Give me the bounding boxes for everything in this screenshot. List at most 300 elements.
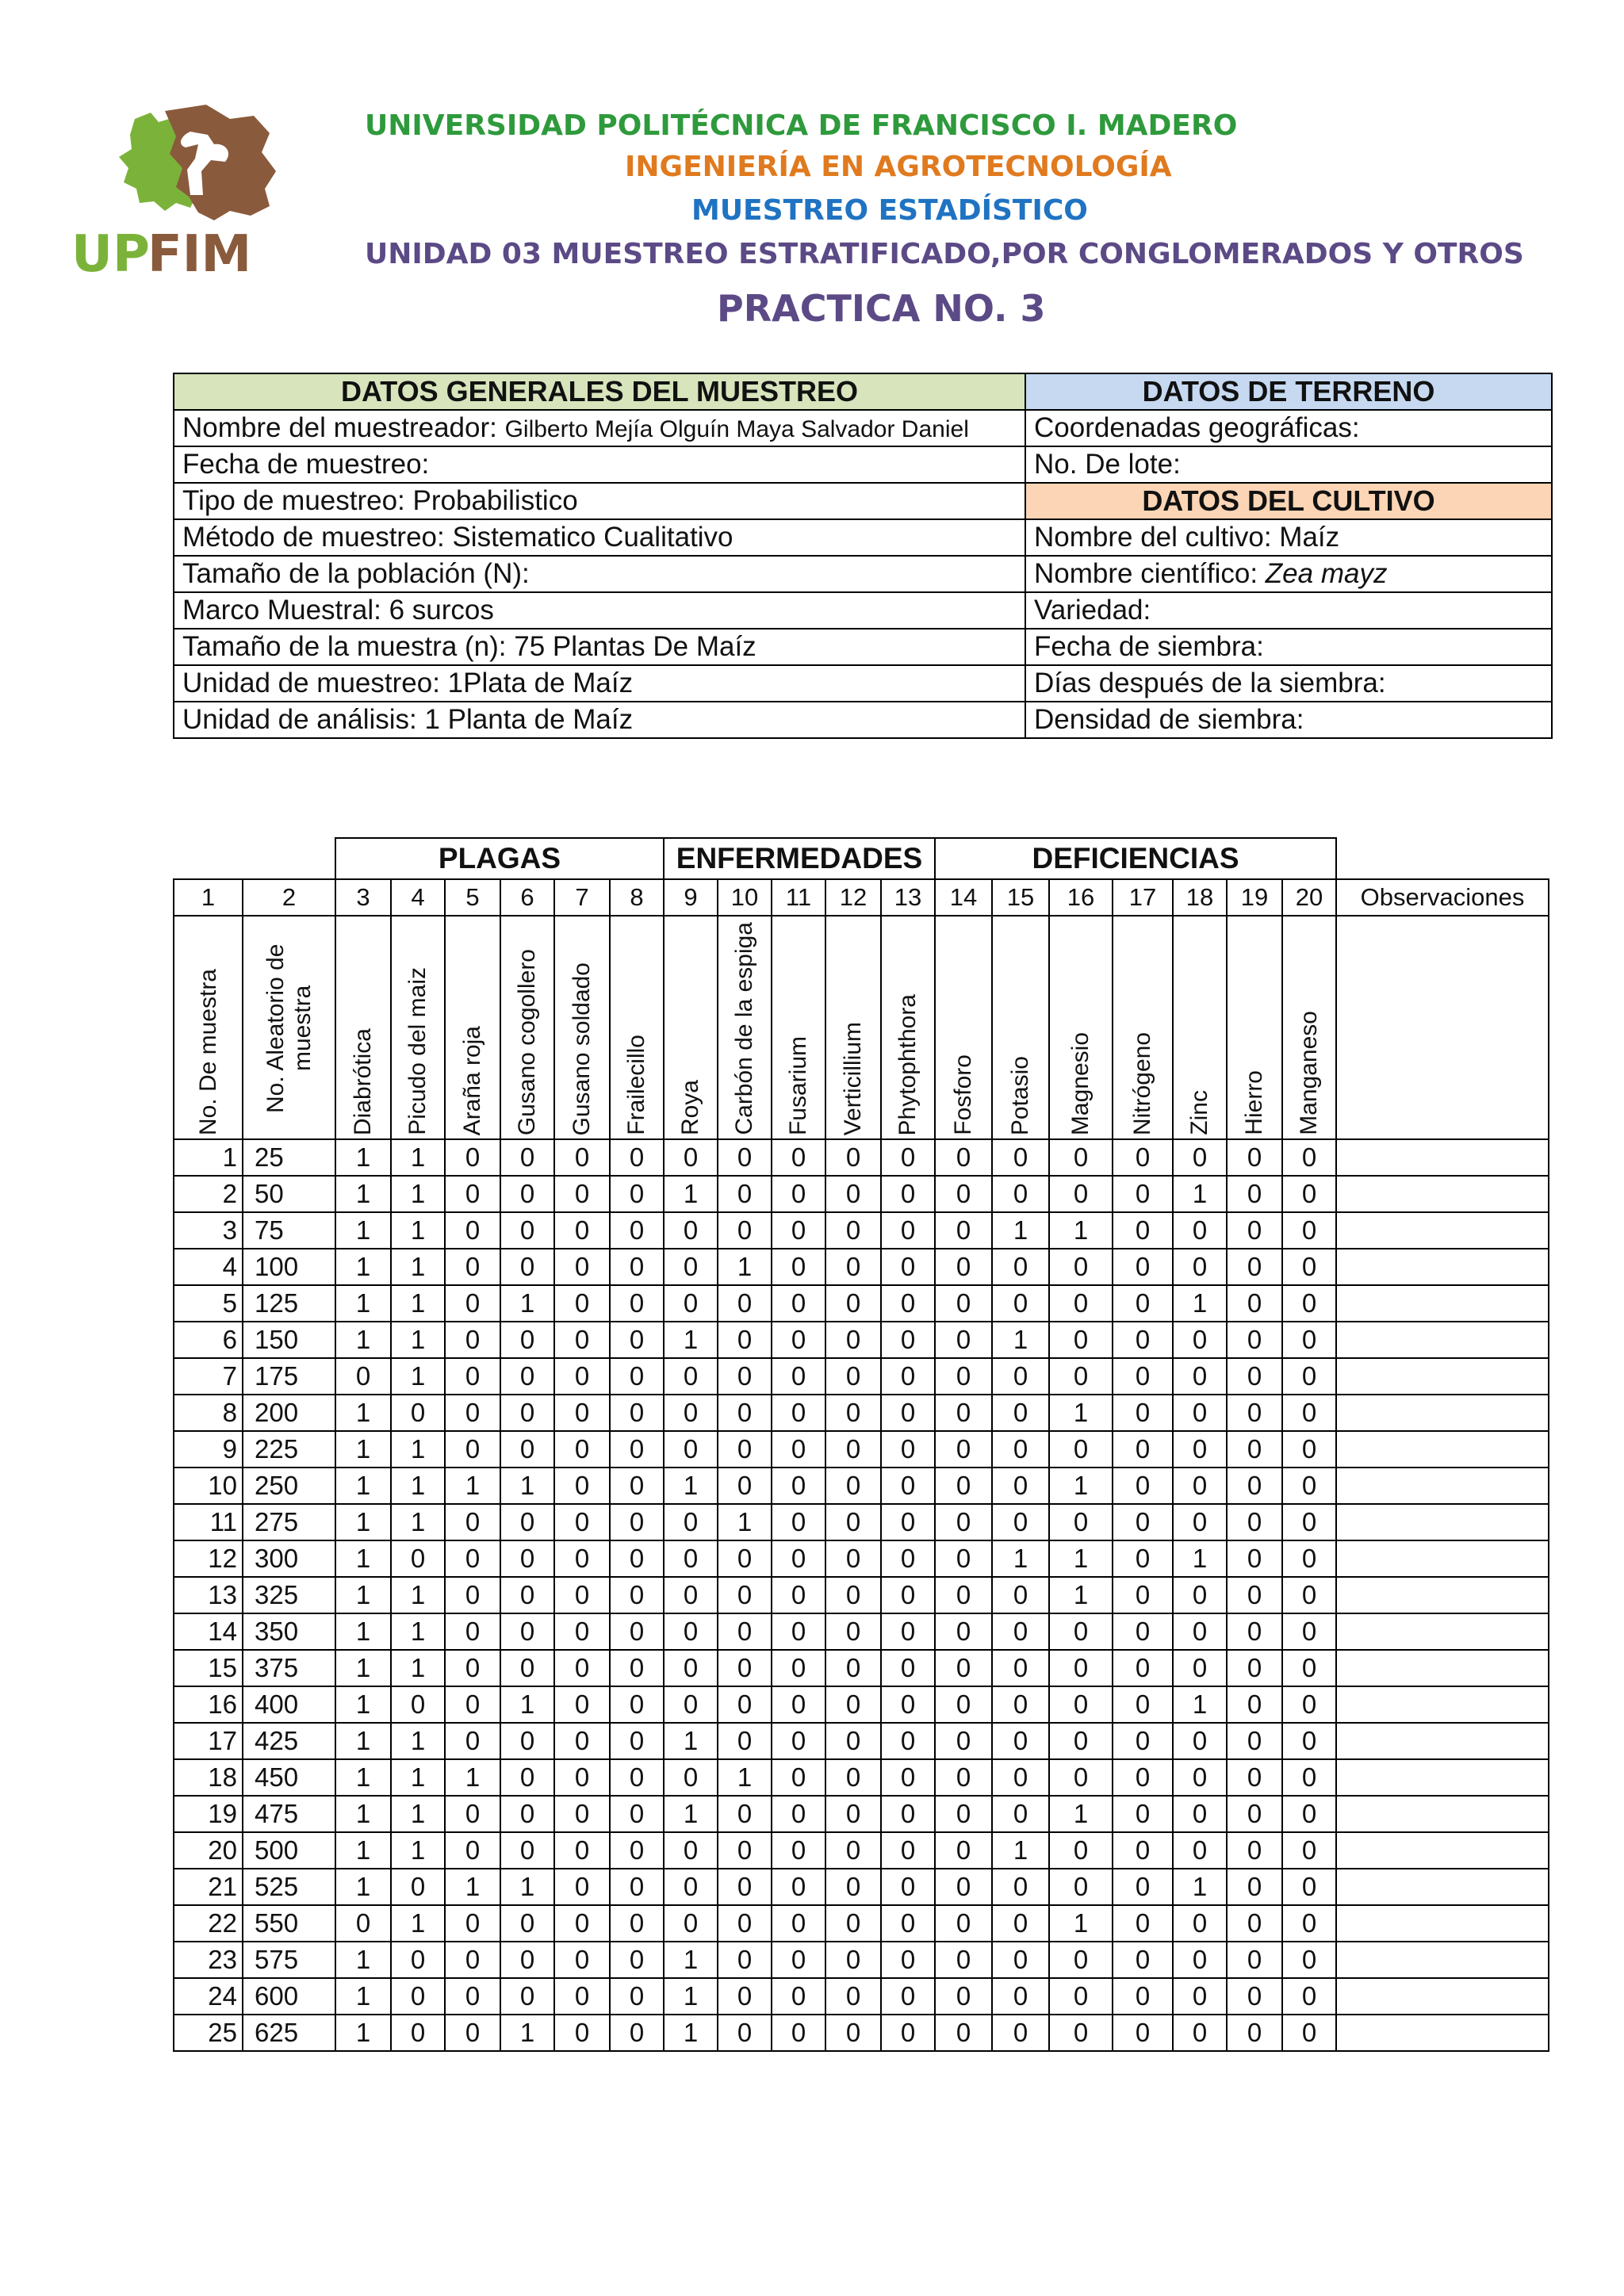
- value-cell: 0: [772, 1322, 825, 1358]
- value-cell: 0: [935, 1759, 992, 1796]
- sample-number-cell: 3: [174, 1212, 243, 1249]
- value-cell: 0: [445, 1176, 500, 1212]
- value-cell: 1: [391, 1212, 445, 1249]
- value-cell: 0: [1049, 1978, 1113, 2015]
- table-row: [174, 1759, 1549, 1796]
- value-cell: 0: [391, 1686, 445, 1723]
- value-cell: 0: [445, 1431, 500, 1468]
- scientific-name-value: Zea mayz: [1265, 558, 1388, 589]
- sampling-unit-cell: Unidad de muestreo: 1Plata de Maíz: [174, 665, 1025, 702]
- value-cell: 0: [610, 1504, 664, 1540]
- random-number-cell: 125: [243, 1285, 335, 1322]
- value-cell: 0: [1049, 1431, 1113, 1468]
- value-cell: 0: [1113, 1176, 1173, 1212]
- value-cell: 1: [664, 1322, 718, 1358]
- value-cell: 0: [610, 1613, 664, 1650]
- observation-cell: [1336, 1796, 1549, 1832]
- value-cell: 0: [881, 1832, 935, 1869]
- observation-cell: [1336, 1431, 1549, 1468]
- value-cell: 0: [1282, 1650, 1336, 1686]
- value-cell: 0: [1049, 1613, 1113, 1650]
- value-cell: 0: [1282, 1905, 1336, 1942]
- column-number: 19: [1227, 879, 1282, 916]
- value-cell: 0: [1113, 1504, 1173, 1540]
- value-cell: 0: [610, 1285, 664, 1322]
- unit-title: UNIDAD 03 MUESTREO ESTRATIFICADO,POR CONGLOMERADOS Y OTROS: [365, 238, 1524, 270]
- value-cell: 1: [1173, 1540, 1227, 1577]
- table-row: [174, 1358, 1549, 1395]
- value-cell: 0: [825, 1468, 881, 1504]
- value-cell: 0: [825, 1978, 881, 2015]
- value-cell: 0: [554, 1723, 610, 1759]
- observation-cell: [1336, 1176, 1549, 1212]
- value-cell: 0: [1282, 1759, 1336, 1796]
- value-cell: 1: [335, 1322, 391, 1358]
- value-cell: 0: [772, 1942, 825, 1978]
- value-cell: 0: [772, 1395, 825, 1431]
- value-cell: 0: [664, 1650, 718, 1686]
- value-cell: 0: [1227, 1431, 1282, 1468]
- value-cell: 0: [718, 1540, 772, 1577]
- column-header-wrap: [174, 920, 242, 1138]
- column-header-wrap: [611, 920, 663, 1138]
- value-cell: 0: [772, 1759, 825, 1796]
- value-cell: 0: [664, 1212, 718, 1249]
- value-cell: 0: [772, 1176, 825, 1212]
- value-cell: 0: [992, 1176, 1049, 1212]
- value-cell: 0: [1113, 1796, 1173, 1832]
- value-cell: 0: [664, 1504, 718, 1540]
- value-cell: 0: [1173, 1613, 1227, 1650]
- value-cell: 0: [881, 1978, 935, 2015]
- value-cell: 0: [391, 1942, 445, 1978]
- value-cell: 0: [1282, 1285, 1336, 1322]
- column-header: [335, 916, 391, 1139]
- value-cell: 0: [718, 1285, 772, 1322]
- value-cell: 0: [825, 1540, 881, 1577]
- value-cell: 0: [935, 1613, 992, 1650]
- column-header-label: No. Aleatorio de muestra: [262, 943, 316, 1113]
- column-header-label: No. De muestra: [194, 968, 221, 1135]
- value-cell: 0: [881, 1577, 935, 1613]
- value-cell: 0: [610, 1832, 664, 1869]
- value-cell: 0: [1173, 1978, 1227, 2015]
- random-number-cell: 425: [243, 1723, 335, 1759]
- value-cell: 0: [610, 1540, 664, 1577]
- random-number-cell: 275: [243, 1504, 335, 1540]
- column-number: 6: [500, 879, 554, 916]
- column-header-wrap: [665, 920, 717, 1138]
- value-cell: 0: [554, 1650, 610, 1686]
- value-cell: 1: [391, 1796, 445, 1832]
- value-cell: 0: [1282, 1796, 1336, 1832]
- value-cell: 0: [1173, 1723, 1227, 1759]
- column-header-wrap: [446, 920, 500, 1138]
- value-cell: 0: [825, 1285, 881, 1322]
- observation-cell: [1336, 1978, 1549, 2015]
- random-number-cell: 175: [243, 1358, 335, 1395]
- value-cell: 0: [554, 1468, 610, 1504]
- value-cell: 0: [1282, 1978, 1336, 2015]
- value-cell: 0: [1049, 1759, 1113, 1796]
- value-cell: 0: [1282, 1869, 1336, 1905]
- value-cell: 0: [1173, 1468, 1227, 1504]
- value-cell: 1: [664, 1176, 718, 1212]
- value-cell: 0: [554, 1869, 610, 1905]
- value-cell: 0: [718, 1322, 772, 1358]
- value-cell: 0: [772, 1139, 825, 1176]
- value-cell: 0: [881, 1504, 935, 1540]
- column-number: 17: [1113, 879, 1173, 916]
- column-number: 16: [1049, 879, 1113, 916]
- value-cell: 0: [825, 1577, 881, 1613]
- random-number-cell: 450: [243, 1759, 335, 1796]
- value-cell: 0: [1173, 1249, 1227, 1285]
- value-cell: 0: [1049, 1358, 1113, 1395]
- value-cell: 0: [772, 1249, 825, 1285]
- table-row: [174, 1504, 1549, 1540]
- value-cell: 0: [1173, 1650, 1227, 1686]
- general-data-table: [173, 373, 1553, 739]
- value-cell: 0: [772, 1978, 825, 2015]
- value-cell: 0: [1282, 1942, 1336, 1978]
- coordinates-cell: Coordenadas geográficas:: [1025, 410, 1552, 446]
- value-cell: 1: [1049, 1395, 1113, 1431]
- random-number-cell: 375: [243, 1650, 335, 1686]
- scientific-name-cell: [1025, 556, 1552, 592]
- value-cell: 1: [500, 1869, 554, 1905]
- pests-group-header: PLAGAS: [335, 838, 664, 879]
- observation-cell: [1336, 1723, 1549, 1759]
- value-cell: 0: [718, 1832, 772, 1869]
- column-number: 15: [992, 879, 1049, 916]
- value-cell: 1: [335, 1431, 391, 1468]
- table-row: [174, 1723, 1549, 1759]
- sample-number-cell: 6: [174, 1322, 243, 1358]
- value-cell: 1: [391, 1723, 445, 1759]
- value-cell: 0: [825, 1869, 881, 1905]
- value-cell: 0: [935, 1869, 992, 1905]
- random-number-cell: 625: [243, 2015, 335, 2051]
- value-cell: 0: [664, 1577, 718, 1613]
- value-cell: 0: [825, 1686, 881, 1723]
- value-cell: 1: [391, 1322, 445, 1358]
- value-cell: 1: [335, 1285, 391, 1322]
- sample-number-cell: 11: [174, 1504, 243, 1540]
- value-cell: 0: [825, 1723, 881, 1759]
- value-cell: 0: [1227, 1978, 1282, 2015]
- value-cell: 0: [500, 1650, 554, 1686]
- value-cell: 0: [825, 1796, 881, 1832]
- value-cell: 0: [1113, 1942, 1173, 1978]
- value-cell: 0: [664, 1540, 718, 1577]
- value-cell: 0: [935, 1176, 992, 1212]
- value-cell: 0: [664, 1869, 718, 1905]
- value-cell: 0: [772, 1650, 825, 1686]
- table-row: [174, 1942, 1549, 1978]
- svg-text:FIM: FIM: [147, 225, 252, 277]
- value-cell: 1: [335, 1540, 391, 1577]
- value-cell: 0: [664, 1358, 718, 1395]
- value-cell: 0: [1282, 2015, 1336, 2051]
- random-number-cell: 300: [243, 1540, 335, 1577]
- value-cell: 0: [992, 2015, 1049, 2051]
- value-cell: 0: [772, 1832, 825, 1869]
- value-cell: 0: [718, 1139, 772, 1176]
- column-header-label: Araña roja: [459, 1025, 485, 1135]
- value-cell: 0: [610, 1395, 664, 1431]
- sample-number-cell: 9: [174, 1431, 243, 1468]
- value-cell: 0: [992, 1285, 1049, 1322]
- column-number: 18: [1173, 879, 1227, 916]
- column-header-wrap: [936, 920, 991, 1138]
- value-cell: 0: [1227, 1212, 1282, 1249]
- random-number-cell: 100: [243, 1249, 335, 1285]
- value-cell: 0: [1113, 1540, 1173, 1577]
- column-header-label: Zinc: [1186, 1090, 1212, 1135]
- value-cell: 0: [554, 1249, 610, 1285]
- value-cell: 0: [500, 1431, 554, 1468]
- value-cell: 0: [1227, 1395, 1282, 1431]
- value-cell: 0: [445, 2015, 500, 2051]
- column-header-label: Gusano soldado: [569, 962, 595, 1135]
- column-header-label: Phytophthora: [894, 993, 921, 1135]
- value-cell: 0: [718, 1942, 772, 1978]
- random-number-cell: 200: [243, 1395, 335, 1431]
- value-cell: 0: [1282, 1395, 1336, 1431]
- lot-number-cell: No. De lote:: [1025, 446, 1552, 483]
- value-cell: 0: [935, 1139, 992, 1176]
- value-cell: 0: [992, 1796, 1049, 1832]
- value-cell: 1: [335, 1832, 391, 1869]
- value-cell: 1: [391, 1613, 445, 1650]
- value-cell: 1: [335, 1176, 391, 1212]
- value-cell: 1: [391, 1431, 445, 1468]
- column-number: 12: [825, 879, 881, 916]
- column-header: [610, 916, 664, 1139]
- logo-text: [71, 225, 251, 277]
- value-cell: 0: [992, 1358, 1049, 1395]
- value-cell: 0: [445, 1212, 500, 1249]
- value-cell: 0: [825, 1650, 881, 1686]
- value-cell: 0: [881, 1249, 935, 1285]
- value-cell: 0: [391, 1395, 445, 1431]
- value-cell: 0: [500, 1176, 554, 1212]
- sample-number-cell: 20: [174, 1832, 243, 1869]
- value-cell: 1: [391, 1504, 445, 1540]
- sample-number-cell: 5: [174, 1285, 243, 1322]
- value-cell: 0: [500, 1613, 554, 1650]
- value-cell: 1: [335, 1577, 391, 1613]
- value-cell: 0: [935, 1285, 992, 1322]
- value-cell: 0: [935, 1540, 992, 1577]
- value-cell: 0: [1227, 1504, 1282, 1540]
- value-cell: 0: [1113, 1285, 1173, 1322]
- observation-cell: [1336, 1686, 1549, 1723]
- column-number: 8: [610, 879, 664, 916]
- value-cell: 0: [881, 1431, 935, 1468]
- value-cell: 0: [825, 2015, 881, 2051]
- column-header-wrap: [1283, 920, 1335, 1138]
- value-cell: 0: [992, 1395, 1049, 1431]
- value-cell: 0: [825, 1358, 881, 1395]
- table-row: [174, 1285, 1549, 1322]
- sample-number-cell: 19: [174, 1796, 243, 1832]
- value-cell: 0: [1173, 1358, 1227, 1395]
- value-cell: 0: [500, 1577, 554, 1613]
- sampler-label: Nombre del muestreador:: [182, 412, 497, 443]
- column-header: [825, 916, 881, 1139]
- column-header-wrap: [772, 920, 825, 1138]
- value-cell: 0: [1173, 1395, 1227, 1431]
- value-cell: 1: [391, 1285, 445, 1322]
- value-cell: 0: [992, 1686, 1049, 1723]
- value-cell: 1: [335, 1796, 391, 1832]
- value-cell: 0: [1227, 1905, 1282, 1942]
- value-cell: 0: [772, 1431, 825, 1468]
- value-cell: 1: [335, 2015, 391, 2051]
- value-cell: 1: [335, 1504, 391, 1540]
- column-header-label: Potasio: [1007, 1055, 1033, 1135]
- value-cell: 0: [992, 1942, 1049, 1978]
- value-cell: 0: [772, 1905, 825, 1942]
- value-cell: 0: [935, 1978, 992, 2015]
- value-cell: 0: [881, 1759, 935, 1796]
- value-cell: 0: [1113, 1905, 1173, 1942]
- sample-number-cell: 2: [174, 1176, 243, 1212]
- value-cell: 0: [554, 1176, 610, 1212]
- value-cell: 0: [445, 1832, 500, 1869]
- column-header-label: Diabrótica: [350, 1027, 376, 1135]
- value-cell: 1: [1049, 1468, 1113, 1504]
- value-cell: 0: [664, 1832, 718, 1869]
- table-row: [174, 1832, 1549, 1869]
- value-cell: 0: [1049, 1285, 1113, 1322]
- value-cell: 1: [335, 1686, 391, 1723]
- column-header: [1173, 916, 1227, 1139]
- column-header: [500, 916, 554, 1139]
- observation-cell: [1336, 1869, 1549, 1905]
- column-header: [243, 916, 335, 1139]
- scientific-name-label: Nombre científico:: [1034, 558, 1258, 589]
- observation-cell: [1336, 1322, 1549, 1358]
- value-cell: 0: [1227, 1613, 1282, 1650]
- value-cell: 0: [935, 2015, 992, 2051]
- value-cell: 0: [1227, 2015, 1282, 2051]
- value-cell: 0: [825, 1249, 881, 1285]
- value-cell: 0: [992, 1431, 1049, 1468]
- random-number-cell: 600: [243, 1978, 335, 2015]
- value-cell: 0: [554, 1905, 610, 1942]
- value-cell: 0: [554, 1540, 610, 1577]
- random-number-cell: 75: [243, 1212, 335, 1249]
- value-cell: 0: [935, 1942, 992, 1978]
- value-cell: 0: [554, 1322, 610, 1358]
- table-row: [174, 1869, 1549, 1905]
- value-cell: 0: [935, 1796, 992, 1832]
- value-cell: 0: [554, 1796, 610, 1832]
- value-cell: 0: [935, 1905, 992, 1942]
- value-cell: 0: [1113, 1650, 1173, 1686]
- sampling-date-cell: Fecha de muestreo:: [174, 446, 1025, 483]
- observation-cell: [1336, 1468, 1549, 1504]
- value-cell: 0: [554, 1759, 610, 1796]
- column-header: [1227, 916, 1282, 1139]
- column-header-label: Fosforo: [950, 1054, 976, 1135]
- observation-cell: [1336, 1285, 1549, 1322]
- value-cell: 0: [445, 1504, 500, 1540]
- value-cell: 0: [825, 1395, 881, 1431]
- value-cell: 0: [1282, 1577, 1336, 1613]
- value-cell: 0: [1113, 1249, 1173, 1285]
- value-cell: 0: [445, 1395, 500, 1431]
- value-cell: 0: [1227, 1832, 1282, 1869]
- value-cell: 1: [664, 2015, 718, 2051]
- value-cell: 0: [718, 1395, 772, 1431]
- random-number-cell: 25: [243, 1139, 335, 1176]
- value-cell: 0: [935, 1686, 992, 1723]
- value-cell: 1: [391, 1358, 445, 1395]
- value-cell: 0: [445, 1358, 500, 1395]
- sowing-date-cell: Fecha de siembra:: [1025, 629, 1552, 665]
- sample-number-cell: 15: [174, 1650, 243, 1686]
- value-cell: 0: [500, 1759, 554, 1796]
- value-cell: 0: [992, 1577, 1049, 1613]
- column-header: [718, 916, 772, 1139]
- terrain-data-header: DATOS DE TERRENO: [1025, 373, 1552, 410]
- value-cell: 1: [1173, 1176, 1227, 1212]
- table-row: [174, 1139, 1549, 1176]
- value-cell: 0: [1227, 1468, 1282, 1504]
- sampling-frame-cell: Marco Muestral: 6 surcos: [174, 592, 1025, 629]
- value-cell: 0: [718, 1212, 772, 1249]
- sample-number-cell: 14: [174, 1613, 243, 1650]
- sample-number-cell: 18: [174, 1759, 243, 1796]
- value-cell: 0: [500, 1212, 554, 1249]
- program-name: INGENIERÍA EN AGROTECNOLOGÍA: [625, 151, 1172, 183]
- random-number-cell: 525: [243, 1869, 335, 1905]
- value-cell: 0: [772, 1468, 825, 1504]
- value-cell: 1: [718, 1504, 772, 1540]
- value-cell: 0: [1227, 1650, 1282, 1686]
- value-cell: 1: [718, 1759, 772, 1796]
- column-header-wrap: [1174, 920, 1226, 1138]
- observations-column-header: [1336, 916, 1549, 1139]
- table-row: [174, 1431, 1549, 1468]
- value-cell: 0: [610, 1358, 664, 1395]
- value-cell: 0: [1227, 1723, 1282, 1759]
- value-cell: 0: [500, 1395, 554, 1431]
- value-cell: 0: [1113, 1613, 1173, 1650]
- value-cell: 0: [772, 1686, 825, 1723]
- value-cell: 0: [718, 1431, 772, 1468]
- value-cell: 1: [445, 1468, 500, 1504]
- column-number: 1: [174, 879, 243, 916]
- value-cell: 0: [610, 1176, 664, 1212]
- column-number: 3: [335, 879, 391, 916]
- observation-cell: [1336, 1613, 1549, 1650]
- column-header-wrap: [993, 920, 1048, 1138]
- value-cell: 1: [664, 1942, 718, 1978]
- value-cell: 0: [1173, 1942, 1227, 1978]
- value-cell: 0: [992, 1613, 1049, 1650]
- value-cell: 0: [1113, 1468, 1173, 1504]
- value-cell: 0: [935, 1212, 992, 1249]
- table-blank-cell: [1336, 838, 1549, 879]
- value-cell: 0: [610, 1796, 664, 1832]
- value-cell: 0: [554, 1285, 610, 1322]
- value-cell: 0: [610, 1723, 664, 1759]
